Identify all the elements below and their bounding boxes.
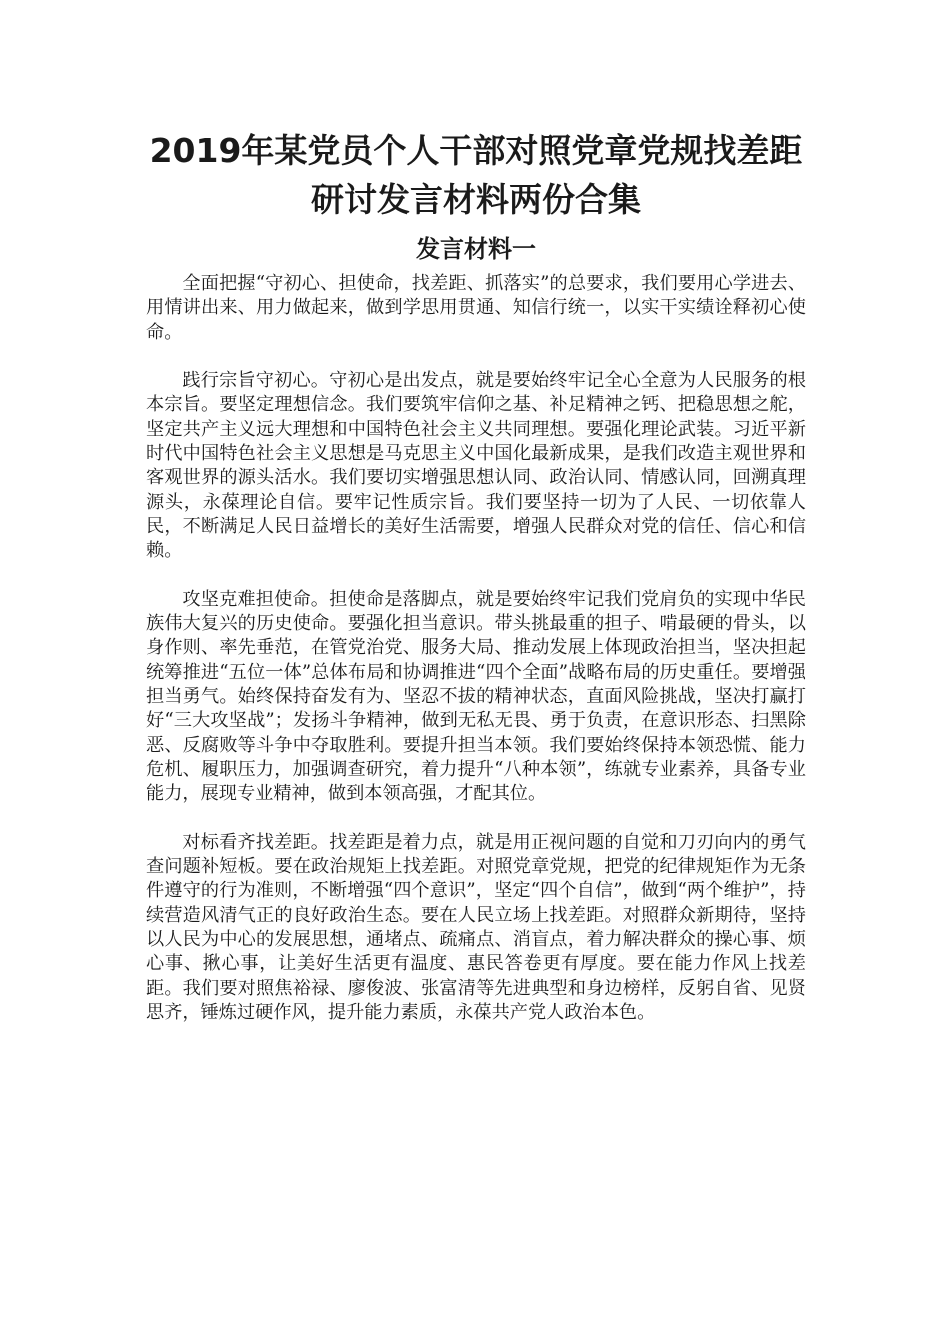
document-title [146, 126, 806, 224]
paragraph-intro: 全面把握“守初心、担使命，找差距、抓落实”的总要求，我们要用心学进去、用情讲出来、用力做起来，做到学思用贯通、知信行统一，以实干实绩诠释初心使命。 [146, 273, 806, 343]
title-line-2: 研讨发言材料两份合集 [311, 180, 641, 219]
paragraph-find-gaps: 对标看齐找差距。找差距是着力点，就是用正视问题的自觉和刀刃向内的勇气查问题补短板。要在政治规矩上找差距。对照党章党规，把党的纪律规矩作为无条件遵守的行为准则，不断增强“四个意识”，坚定“四个自信”，做到“两个维护”，持续营造风清气正的良好政治生态。要在人民立场上找差距。对照群众新期待，坚持以人民为中心的发展思想，通堵点、疏痛点、消盲点，着力解决群众的操心事、烦心事、揪心事，让美好生活更有温度、惠民答卷更有厚度。要在能力作风上找差距。我们要对照焦裕禄、廖俊波、张富清等先进典型和身边榜样，反躬自省、见贤思齐，锤炼过硬作风，提升能力素质，永葆共产党人政治本色。 [146, 831, 806, 1023]
paragraph-keep-original-aspiration: 践行宗旨守初心。守初心是出发点，就是要始终牢记全心全意为人民服务的根本宗旨。要坚定理想信念。我们要筑牢信仰之基、补足精神之钙、把稳思想之舵，坚定共产主义远大理想和中国特色社会主义共同理想。要强化理论武装。习近平新时代中国特色社会主义思想是马克思主义中国化最新成果，是我们改造主观世界和客观世界的源头活水。我们要切实增强思想认同、政治认同、情感认同，回溯真理源头，永葆理论自信。要牢记性质宗旨。我们要坚持一切为了人民、一切依靠人民，不断满足人民日益增长的美好生活需要，增强人民群众对党的信任、信心和信赖。 [146, 370, 806, 562]
section-heading: 发言材料一 [416, 235, 536, 263]
title-line-1: 2019年某党员个人干部对照党章党规找差距 [149, 131, 803, 170]
paragraph-shoulder-mission: 攻坚克难担使命。担使命是落脚点，就是要始终牢记我们党肩负的实现中华民族伟大复兴的历史使命。要强化担当意识。带头挑最重的担子、啃最硬的骨头，以身作则、率先垂范，在管党治党、服务大局、推动发展上体现政治担当，坚决担起统筹推进“五位一体”总体布局和协调推进“四个全面”战略布局的历史重任。要增强担当勇气。始终保持奋发有为、坚忍不拔的精神状态，直面风险挑战，坚决打赢打好“三大攻坚战”；发扬斗争精神，做到无私无畏、勇于负责，在意识形态、扫黑除恶、反腐败等斗争中夺取胜利。要提升担当本领。我们要始终保持本领恐慌、能力危机、履职压力，加强调查研究，着力提升“八种本领”，练就专业素养，具备专业能力，展现专业精神，做到本领高强，才配其位。 [146, 588, 806, 805]
document-page [146, 126, 806, 1050]
